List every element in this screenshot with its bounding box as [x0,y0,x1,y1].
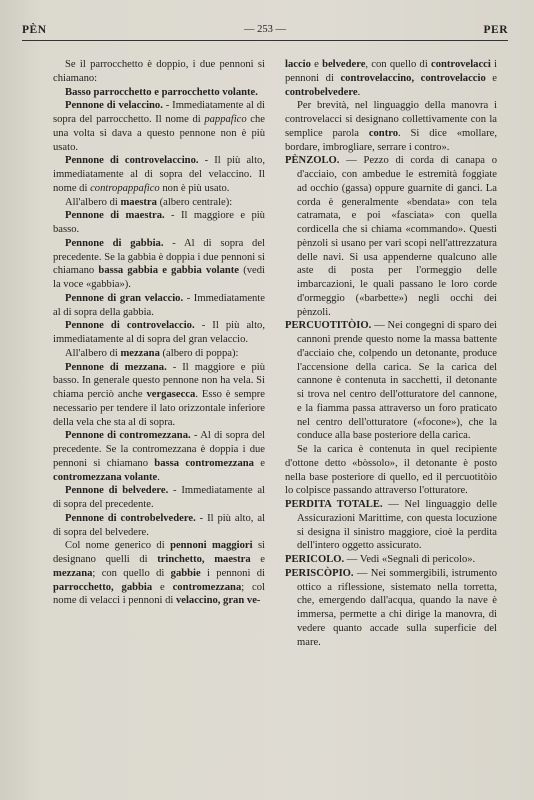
paragraph [285,443,497,498]
text-run: e [253,457,265,469]
text-run: i pennoni di [285,59,498,84]
text-run: e [152,581,173,593]
header-left-guide-word: PÈN [22,24,47,36]
text-run: Per brevità, nel linguaggio della manovra i controvelacci si designano collettivamente con la semplice parola [285,100,497,139]
bold-term: PERDITA TOTALE. [285,499,383,510]
text-run: Se il parrocchetto è doppio, i due pennoni si chiamano: [53,59,265,84]
text-run: — Nei congegni di sparo dei cannoni prende questo nome la massa battente d'acciaio che, colpendo un detonante, produce l'accensione della carica. Se la carica del cannone è contenuta in sacchetti, il detonante si trova nel centro dell'otturatore del cannone, e la fiamma passa attraverso un foro praticato nel centro dell'otturatore («focone»), che la conduce alla base posteriore della carica. [297,320,497,442]
bold-term: controvelacci [431,59,491,70]
text-run: si designano quelli di [53,540,266,565]
text-run: Se la carica è contenuta in quel recipiente d'ottone detto «bòssolo», il detonante è posto nella base posteriore di quello, ed il percuotitòio lo colpisce passando attraverso l'otturatore. [285,444,497,497]
text-run: - Il maggiore e più basso. In generale questo pennone non ha vela. Si chiama perciò anche [53,361,265,400]
bold-term: Pennone di mezzana. [65,361,167,373]
text-run: — Nei sommergibili, istrumento ottico a riflessione, sistemato nella torretta, che, emergendo dall'acqua, quando la nave è immersa, permette a chi dirige la manovra, di vedere quanto accade sulla superficie del mare. [297,567,497,648]
header-right-guide-word: PER [483,24,508,36]
text-run: (albero di poppa): [159,347,239,359]
text-run: . [157,471,160,483]
bold-term: PERCUOTITÒIO. [285,320,372,332]
text-run: (albero centrale): [156,196,233,208]
bold-term: gabbie [170,567,201,579]
bold-term: bassa contromezzana [154,457,254,469]
paragraph [53,347,265,361]
text-run: ; con quello di [92,567,171,579]
paragraph [53,154,265,195]
bold-term: Pennone di contromezzana. [65,430,191,442]
paragraph [53,99,265,154]
paragraph [53,539,265,608]
italic-term: pappafico [204,114,247,125]
text-run: che una volta si dava a questo pennone non è più usato. [53,114,265,153]
text-run: All'albero di [65,347,121,359]
bold-term: Pennone di gabbia. [65,237,164,249]
text-run: - Al di sopra del precedente. Se la gabbia è doppia i due pennoni si chiamano [53,237,265,277]
text-run: - Il maggiore e più basso. [53,210,265,235]
paragraph [285,319,497,443]
text-run: - Immediatamente al di sopra del precedente. [53,485,265,510]
bold-term: belvedere [322,59,366,70]
bold-term: Basso parrocchetto e parrocchetto volante. [65,86,258,98]
bold-term: pennoni maggiori [170,540,253,552]
left-column [53,58,265,608]
paragraph [53,512,265,540]
paragraph [53,361,265,430]
text-run: - Il più alto, immediatamente al di sopra del gran velaccio. [53,320,265,345]
page-header [22,24,508,40]
text-run: — Nel linguaggio delle Assicurazioni Marittime, con questa locuzione si designa il sinistro maggiore, cioè la perdita dell'intero oggetto assicurato. [297,499,497,552]
bold-term: mezzana [53,567,93,579]
bold-term: Pennone di velaccino. [65,100,163,112]
bold-term: velaccino, gran ve- [175,595,261,607]
text-run: — Pezzo di corda di canapa o d'acciaio, con ambedue le estremità foggiate ad occhio (gassa) oppure guarnite di ganci. La corda è generalmente «bendata» con tela catramata, e poi «fasciata» con quella cordicella che si chiama «commando». Questi pènzoli si usano per vari scopi nell'attrezzatura delle navi. Si usa appenderne qualcuno alle aste di posta per l'ormeggio delle imbarcazioni, le quali passano le loro corde d'ormeggio («barbette») negli occhi dei pènzoli. [297,155,497,318]
bold-term: PERISCÒPIO. [285,567,354,579]
paragraph [285,553,497,567]
paragraph [53,429,265,484]
bold-term: vergasecca [146,389,196,400]
header-rule [22,40,508,41]
bold-term: trinchetto, maestra [157,554,251,565]
bold-term: laccio [285,59,311,70]
bold-term: Pennone di belvedere. [65,485,169,497]
text-run: . Si dice «mollare, bordare, imbrogliare, serrare i contro». [285,127,498,153]
bold-term: controbelvedere [285,86,358,98]
bold-term: bassa gabbia e gabbia volante [98,265,239,277]
text-run: - Il più alto, al di sopra del belvedere. [53,512,265,538]
text-run: e [310,59,323,70]
right-column [285,58,497,649]
bold-term: mezzana [120,347,160,359]
text-run: . Esso è sempre necessario per tendere il lato orizzontale inferiore della vela che sta al di sopra. [53,389,265,428]
text-run: All'albero di [65,196,121,208]
paragraph [53,292,265,320]
text-run: (vedi la voce «gabbia»). [53,265,265,290]
bold-term: parrocchetto, gabbia [53,581,153,593]
text-run: non è più usato. [159,182,230,194]
paragraph [285,99,497,154]
text-run: e [250,554,266,565]
bold-term: controvelaccino, controvelaccio [340,72,486,84]
text-run: - Il più alto, immediatamente al di sopra del velaccino. Il nome di [53,155,265,194]
paragraph [53,319,265,347]
text-run: - Immediatamente al di sopra del parrocchetto. Il nome di [53,100,265,125]
paragraph [285,567,497,650]
paragraph [53,196,265,210]
bold-term: maestra [120,196,157,208]
paragraph [53,237,265,292]
paragraph [53,209,265,237]
bold-term: Pennone di maestra. [65,210,165,222]
bold-term: contro [368,127,399,139]
paragraph [53,86,265,100]
bold-term: Pennone di gran velaccio. [65,292,184,304]
text-run: - Immediatamente al di sopra della gabbia. [53,292,265,318]
bold-term: contromezzana [172,581,242,593]
paragraph [53,484,265,512]
bold-term: PERICOLO. [285,554,345,565]
italic-term: contropappafico [90,182,160,194]
text-run: e [485,72,497,84]
text-run: . [357,86,361,98]
text-run: i pennoni di [200,567,265,579]
bold-term: Pennone di controbelvedere. [65,512,196,524]
bold-term: Pennone di controvelaccino. [65,155,199,167]
paragraph [53,58,265,86]
page-number: — 253 — [244,24,286,35]
paragraph [285,498,497,553]
text-run: Col nome generico di [65,540,171,552]
text-run: ; col nome di velacci i pennoni di [53,581,265,607]
paragraph [285,58,497,99]
text-run: — Vedi «Segnali di pericolo». [344,554,476,565]
text-run: - Al di sopra del precedente. Se la contromezzana è doppia i due pennoni si chiamano [53,430,265,469]
bold-term: PÈNZOLO. [285,155,340,167]
bold-term: Pennone di controvelaccio. [65,320,195,332]
paragraph [285,154,497,319]
bold-term: contromezzana volante [53,471,158,483]
text-run: , con quello di [365,59,432,70]
